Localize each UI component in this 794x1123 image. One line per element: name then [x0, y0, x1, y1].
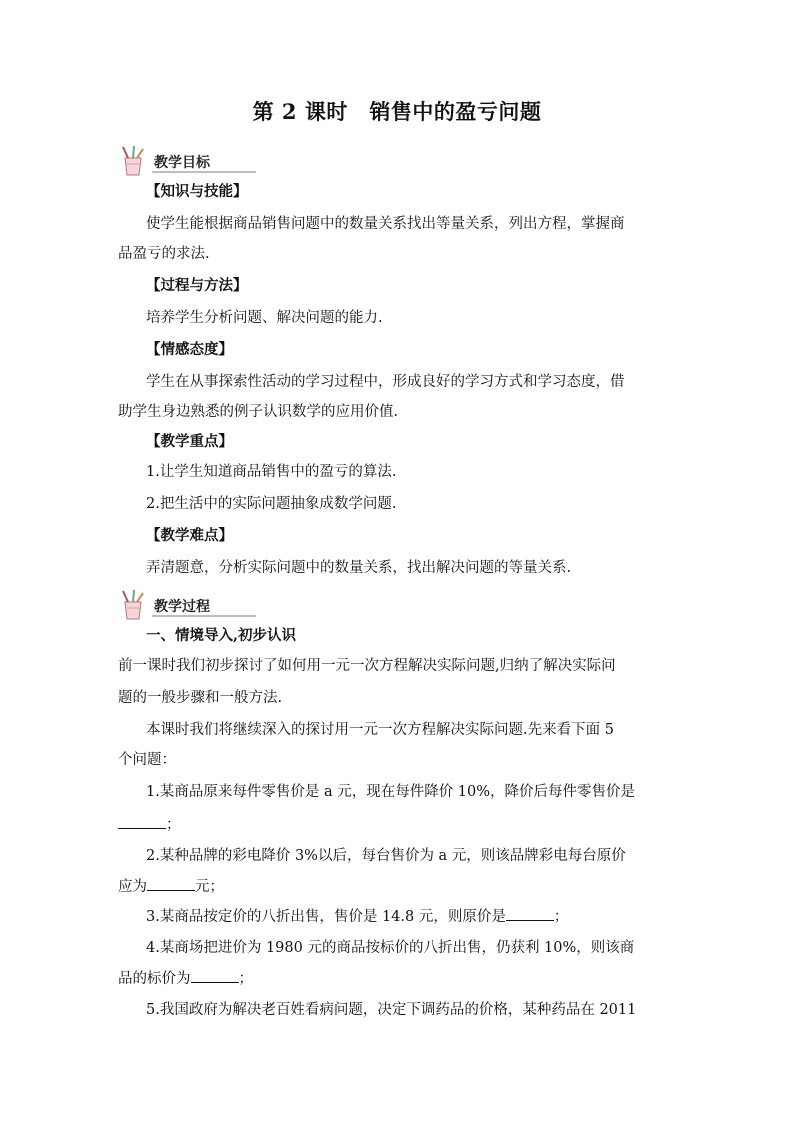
- question-5: 5.我国政府为解决老百姓看病问题，决定下调药品的价格，某种药品在 2011: [146, 1002, 637, 1018]
- heading-process-method: 【过程与方法】: [146, 277, 248, 294]
- heading-intro: 一、情境导入,初步认识: [146, 627, 297, 644]
- paragraph-line: 助学生身边熟悉的例子认识数学的应用价值.: [118, 404, 399, 420]
- paragraph-line: 前一课时我们初步探讨了如何用一元一次方程解决实际问题,归纳了解决实际问: [118, 658, 616, 674]
- paragraph-line: 本课时我们将继续深入的探讨用一元一次方程解决实际问题.先来看下面 5: [146, 722, 614, 738]
- paragraph-line: 品盈亏的求法.: [118, 246, 210, 262]
- section-label: 教学过程: [154, 599, 210, 615]
- paragraph-line: 个问题：: [118, 752, 176, 768]
- section-label: 教学目标: [154, 155, 210, 171]
- section-underline: [152, 171, 256, 173]
- paragraph-line: 弄清题意，分析实际问题中的数量关系，找出解决问题的等量关系.: [146, 560, 572, 576]
- question-4: 4.某商场把进价为 1980 元的商品按标价的八折出售，仍获利 10%，则该商: [146, 940, 635, 956]
- heading-knowledge-skills: 【知识与技能】: [146, 183, 248, 200]
- paragraph-line: 培养学生分析问题、解决问题的能力.: [146, 310, 383, 326]
- question-2-blank-line: 应为 元；: [118, 876, 224, 897]
- section-header-teaching-process: [116, 588, 256, 622]
- question-1-blank-line: ；: [118, 814, 181, 835]
- answer-blank: [118, 814, 166, 829]
- question-4-blank-line: 品的标价为 ；: [118, 968, 253, 989]
- answer-blank: [147, 876, 195, 891]
- paragraph-line: 使学生能根据商品销售问题中的数量关系找出等量关系，列出方程，掌握商: [146, 216, 625, 232]
- paragraph-line: 题的一般步骤和一般方法.: [118, 690, 283, 706]
- question-3: 3.某商品按定价的八折出售，售价是 14.8 元，则原价是 ；: [146, 906, 568, 927]
- list-item: 1.让学生知道商品销售中的盈亏的算法.: [146, 464, 397, 480]
- pencil-cup-icon: [116, 144, 150, 178]
- answer-blank: [506, 906, 554, 921]
- question-1: 1.某商品原来每件零售价是 a 元，现在每件降价 10%，降价后每件零售价是: [146, 784, 636, 800]
- list-item: 2.把生活中的实际问题抽象成数学问题.: [146, 496, 397, 512]
- heading-attitude: 【情感态度】: [146, 341, 233, 358]
- question-2: 2.某种品牌的彩电降价 3%以后，每台售价为 a 元，则该品牌彩电每台原价: [146, 848, 626, 864]
- heading-key-points: 【教学重点】: [146, 433, 233, 450]
- paragraph-line: 学生在从事探索性活动的学习过程中，形成良好的学习方式和学习态度，借: [146, 374, 625, 390]
- section-underline: [152, 615, 256, 617]
- section-header-teaching-goals: [116, 144, 256, 178]
- page-title: 第 2 课时 销售中的盈亏问题: [252, 99, 542, 124]
- pencil-cup-icon: [116, 588, 150, 622]
- answer-blank: [191, 968, 239, 983]
- heading-difficulties: 【教学难点】: [146, 527, 233, 544]
